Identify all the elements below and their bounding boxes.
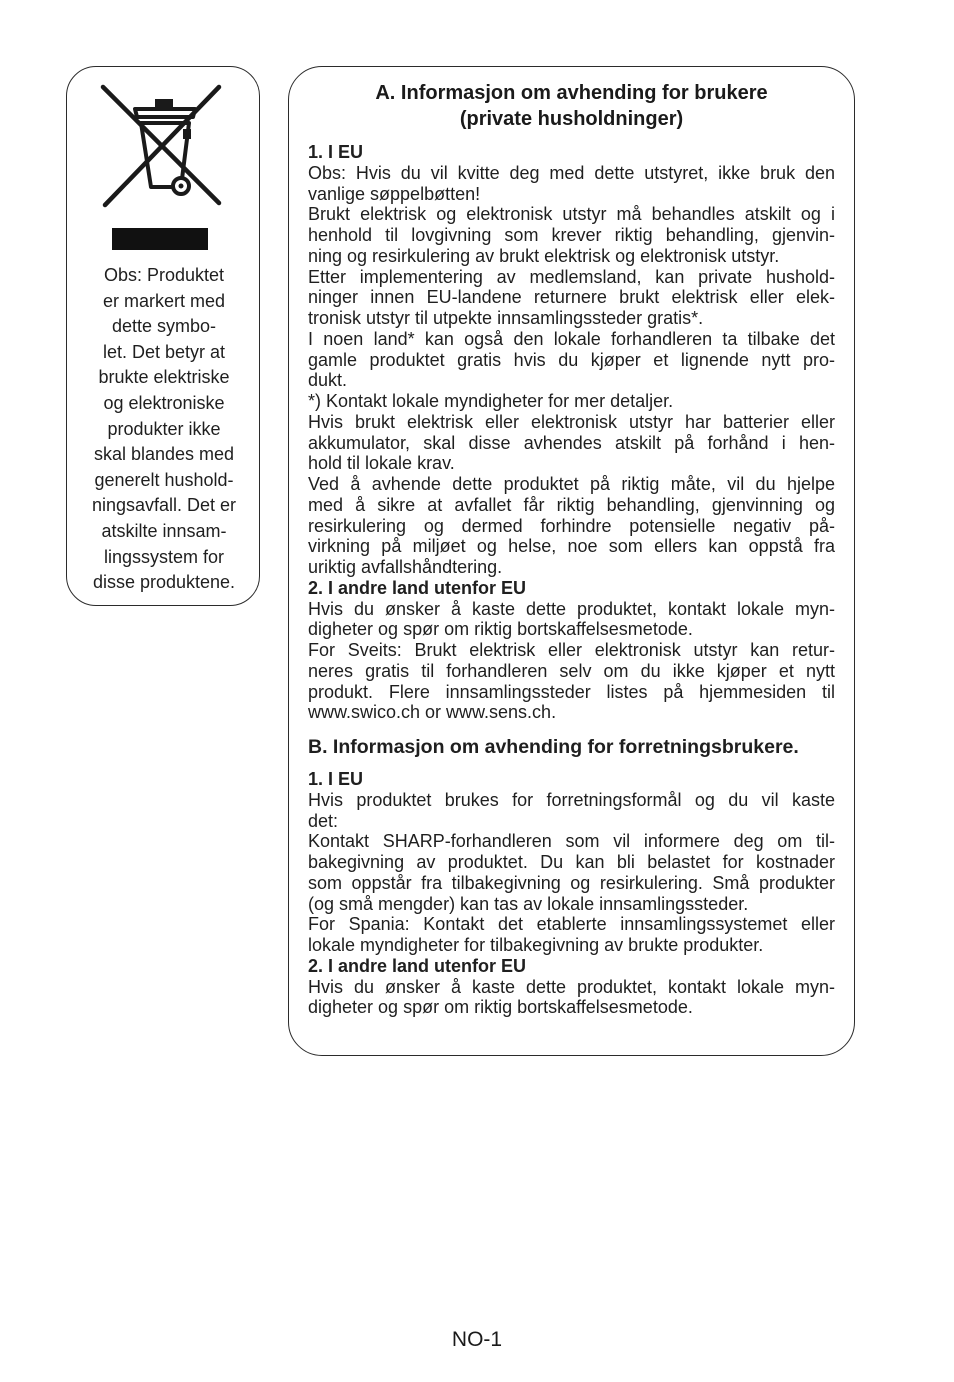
text-line: Obs: Hvis du vil kvitte deg med dette utstyret, ikke bruk den (308, 162, 835, 183)
disposal-content (308, 142, 835, 1018)
text-line: ning og resirkulering av brukt elektrisk og elektronisk utstyr. (308, 245, 780, 266)
text-line: (og små mengder) kan tas av lokale innsamlingssteder. (308, 893, 749, 914)
notice-line: skal blandes med (93, 444, 235, 465)
section-a-title-line: (private husholdninger) (459, 108, 684, 130)
text-line: produkt. Flere innsamlingssteder listes på hjemmesiden til (308, 681, 835, 702)
weee-notice-text (77, 263, 251, 596)
text-line: gamle produktet gratis hvis du kjøper et lignende nytt pro- (308, 349, 835, 370)
text-line: vanlige søppelbøtten! (308, 183, 481, 204)
text-line: som oppstår fra tilbakegivning og resirkulering. Små produkter (308, 872, 835, 893)
text-line: bakegivning av produktet. Du kan bli belastet for kostnader (308, 852, 835, 872)
text-line: digheter og spør om riktig bortskaffelsesmetode. (308, 997, 693, 1018)
notice-line: atskilte innsam- (101, 520, 227, 541)
notice-line: produkter ikke (107, 418, 221, 439)
text-line: hold til lokale krav. (308, 453, 455, 474)
text-line: med å sikre at avfallet får riktig behandling, gjenvinning og (308, 494, 835, 515)
text-line: For Spania: Kontakt det etablerte innsamlingssystemet eller (308, 914, 835, 935)
notice-line: brukte elektriske (98, 367, 230, 388)
text-line: *) Kontakt lokale myndigheter for mer detaljer. (308, 391, 674, 411)
notice-line: ningsavfall. Det er (91, 495, 237, 516)
crossed-out-wheelie-bin-icon (97, 83, 231, 223)
text-line: uriktig avfallshåndtering. (308, 557, 503, 577)
notice-line: og elektroniske (103, 392, 225, 413)
text-line: www.swico.ch or www.sens.ch. (308, 702, 557, 723)
section-a-outside-eu-paragraphs (308, 599, 835, 724)
section-b-title: B. Informasjon om avhending for forretningsbrukere. (308, 736, 799, 758)
text-line: digheter og spør om riktig bortskaffelsesmetode. (308, 619, 693, 640)
section-a-outside-eu-heading: 2. I andre land utenfor EU (308, 577, 527, 598)
text-line: neres gratis til forhandleren selv om du ikke kjøper et nytt (308, 660, 835, 681)
text-line: virkning på miljøet og helse, noe som ellers kan oppstå fra (308, 536, 835, 557)
text-line: ninger innen EU-landene returnere brukt elektrisk eller elek- (308, 287, 835, 308)
notice-line: generelt hushold- (94, 469, 234, 490)
section-b-eu-heading: 1. I EU (308, 769, 364, 789)
notice-line: dette symbo- (111, 316, 217, 337)
text-line: Ved å avhende dette produktet på riktig måte, vil du hjelpe (308, 474, 835, 494)
text-line: Kontakt SHARP-forhandleren som vil informere deg om til- (308, 831, 835, 852)
text-line: akkumulator, skal disse avhendes atskilt på forhånd i hen- (308, 432, 835, 453)
notice-line: let. Det betyr at (102, 341, 226, 362)
disposal-information-box (288, 66, 855, 1056)
section-a-title-line: A. Informasjon om avhending for brukere (375, 82, 768, 104)
text-line: Etter implementering av medlemsland, kan private hushold- (308, 266, 835, 287)
section-a-title (289, 80, 854, 132)
notice-line: lingssystem for (103, 546, 225, 567)
notice-line: er markert med (102, 290, 226, 311)
text-line: For Sveits: Brukt elektrisk eller elektronisk utstyr kan retur- (308, 640, 835, 660)
text-line: det: (308, 810, 339, 831)
text-line: I noen land* kan også den lokale forhandleren ta tilbake det (308, 328, 835, 349)
text-line: Brukt elektrisk og elektronisk utstyr må behandles atskilt og i (308, 204, 835, 225)
text-line: Hvis du ønsker å kaste dette produktet, kontakt lokale myn- (308, 976, 835, 997)
page-number: NO-1 (451, 1328, 503, 1351)
weee-symbol-box (66, 66, 260, 606)
text-line: Hvis produktet brukes for forretningsformål og du vil kaste (308, 789, 835, 810)
section-a-eu-heading: 1. I EU (308, 142, 364, 162)
text-line: lokale myndigheter for tilbakegivning av brukte produkter. (308, 935, 764, 955)
section-b-eu-paragraphs (308, 790, 835, 956)
section-b-outside-eu-heading: 2. I andre land utenfor EU (308, 955, 527, 976)
text-line: resirkulering og dermed forhindre potensielle negativ på- (308, 515, 835, 536)
notice-line: disse produktene. (92, 572, 236, 593)
notice-line: Obs: Produktet (103, 265, 225, 285)
text-line: tronisk utstyr til utpekte innsamlingssteder gratis*. (308, 308, 704, 328)
text-line: dukt. (308, 370, 348, 391)
text-line: henhold til lovgivning som krever riktig behandling, gjenvin- (308, 225, 835, 245)
separate-collection-bar (112, 228, 208, 250)
text-line: Hvis brukt elektrisk eller elektronisk utstyr har batterier eller (308, 411, 835, 432)
section-a-eu-paragraphs (308, 163, 835, 578)
section-b-outside-eu-paragraphs (308, 977, 835, 1019)
text-line: Hvis du ønsker å kaste dette produktet, kontakt lokale myn- (308, 598, 835, 619)
